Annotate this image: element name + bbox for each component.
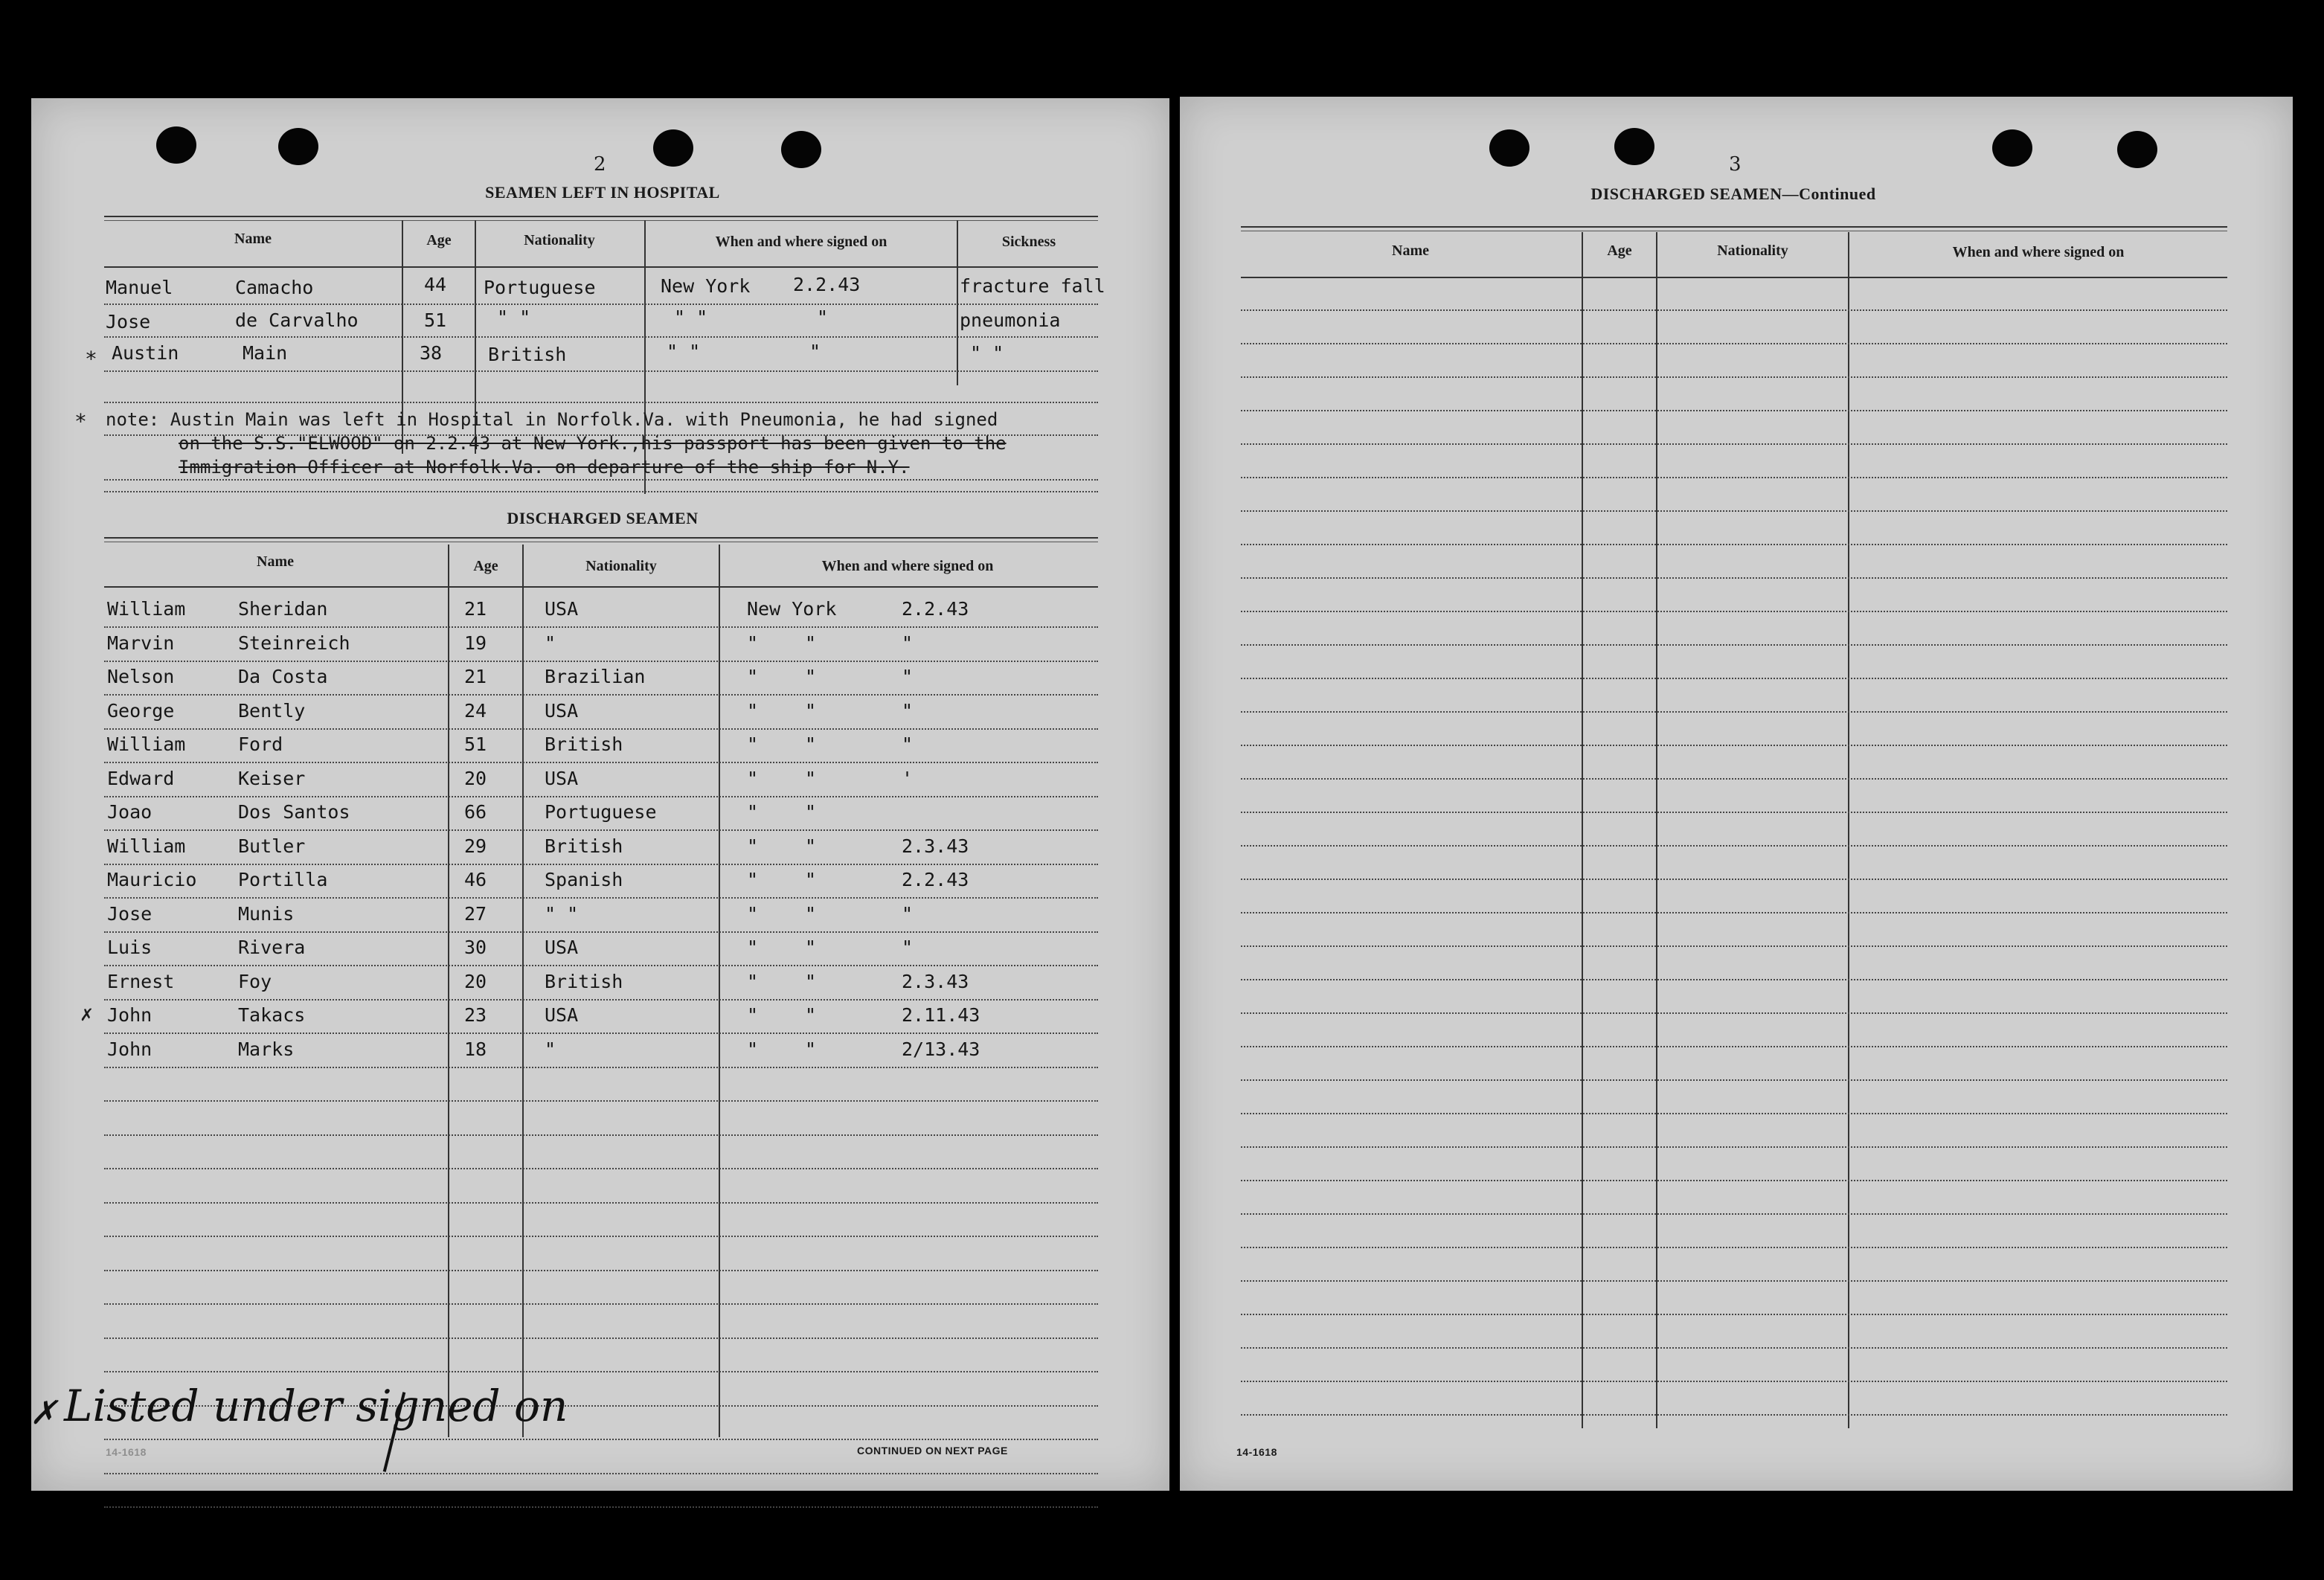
seaman-signed-place: " [747, 970, 759, 992]
hospital-age: 38 [420, 342, 443, 364]
hospital-section-title: SEAMEN LEFT IN HOSPITAL [485, 183, 720, 202]
right-row-line [1241, 1046, 2227, 1047]
hospital-signed-date: 2.2.43 [793, 274, 861, 295]
handwritten-mark: ✗ [30, 1394, 57, 1432]
right-row-line [1241, 812, 2227, 813]
form-number-left: 14-1618 [106, 1446, 147, 1458]
seaman-signed-date: " [902, 666, 914, 687]
discharged-row-line [104, 1270, 1098, 1271]
right-row-line [1241, 410, 2227, 411]
right-row-line [1241, 678, 2227, 679]
seaman-last-name: Dos Santos [238, 801, 350, 823]
discharged-header-signed-on: When and where signed on [821, 558, 994, 574]
right-row-line [1241, 1314, 2227, 1315]
discharged-header-nationality: Nationality [585, 558, 657, 574]
discharged-row-line [104, 1506, 1098, 1508]
seaman-last-name: Bently [238, 699, 306, 722]
seaman-age: 21 [464, 666, 487, 687]
seaman-signed-place-ditto: " [805, 1004, 817, 1026]
seaman-nationality: " [545, 1038, 556, 1060]
discharged-row-line [104, 1303, 1098, 1305]
discharged-row-line [104, 864, 1098, 865]
seaman-age: 66 [464, 801, 487, 823]
note-row-line [104, 479, 1098, 481]
right-row-line [1241, 1347, 2227, 1349]
hospital-signed-place: " " [674, 306, 708, 328]
seaman-nationality: USA [545, 1004, 579, 1026]
right-col-divider [1656, 232, 1657, 1428]
hospital-sickness: pneumonia [960, 309, 1061, 331]
discharged-continued-title: DISCHARGED SEAMEN—Continued [1590, 184, 1876, 203]
punch-hole [1489, 129, 1529, 167]
hospital-header-age: Age [426, 232, 452, 248]
seaman-first-name: Joao [107, 801, 153, 823]
seaman-signed-date: 2.11.43 [902, 1004, 980, 1026]
right-row-line [1241, 945, 2227, 947]
discharged-table-top-line [104, 537, 1098, 539]
right-row-line [1241, 611, 2227, 612]
seaman-age: 46 [464, 869, 487, 890]
punch-hole [653, 129, 693, 167]
seaman-signed-date: 2.2.43 [902, 869, 969, 890]
discharged-row-line [104, 796, 1098, 797]
seaman-nationality: Spanish [545, 869, 623, 890]
seaman-last-name: Portilla [238, 869, 328, 890]
discharged-row-line [104, 1100, 1098, 1102]
hospital-header-bottom [104, 266, 1098, 268]
seaman-last-name: Ford [238, 733, 283, 755]
seaman-signed-place: " [747, 733, 759, 755]
seaman-nationality: British [545, 835, 623, 857]
seaman-age: 21 [464, 598, 487, 620]
seaman-signed-place-ditto: " [805, 666, 817, 687]
seaman-last-name: Takacs [238, 1004, 306, 1026]
discharged-row-line [104, 931, 1098, 933]
seaman-signed-place-ditto: " [805, 902, 817, 925]
seaman-first-name: Mauricio [107, 869, 197, 890]
seaman-first-name: William [107, 598, 186, 620]
seaman-first-name: Nelson [107, 666, 175, 687]
seaman-nationality: British [545, 970, 623, 992]
discharged-row-line [104, 965, 1098, 966]
seaman-signed-place: " [747, 801, 759, 823]
seaman-signed-place-ditto: " [805, 970, 817, 992]
seaman-signed-place-ditto: " [805, 869, 817, 890]
hospital-signed-place: New York [661, 275, 751, 297]
seaman-age: 29 [464, 835, 487, 857]
discharged-row-line [104, 1337, 1098, 1339]
hospital-nationality: Portuguese [484, 277, 596, 298]
seaman-signed-place-ditto: " [805, 632, 817, 654]
right-header-bottom [1241, 277, 2227, 278]
hospital-last-name: Main [243, 342, 288, 364]
seaman-nationality: USA [545, 598, 579, 620]
hospital-nationality: " " [497, 306, 531, 328]
punch-hole [1614, 128, 1654, 165]
seaman-age: 27 [464, 902, 487, 925]
seaman-signed-date: ' [902, 767, 914, 789]
hospital-header-signed-on: When and where signed on [715, 234, 887, 250]
seaman-nationality: Portuguese [545, 801, 657, 823]
right-header-age: Age [1607, 243, 1632, 259]
discharged-row-line [104, 999, 1098, 1001]
seaman-signed-place-ditto: " [805, 699, 817, 722]
seaman-signed-place-ditto: " [805, 937, 817, 958]
right-row-line [1241, 510, 2227, 512]
right-row-line [1241, 343, 2227, 344]
form-number-right: 14-1618 [1236, 1446, 1277, 1458]
discharged-row-line [104, 1067, 1098, 1068]
seaman-first-name: George [107, 699, 175, 722]
right-col-divider [1582, 232, 1583, 1428]
punch-hole [278, 128, 318, 165]
discharged-row-line [104, 1371, 1098, 1372]
right-row-line [1241, 845, 2227, 847]
seaman-age: 24 [464, 699, 487, 722]
hospital-header-sickness: Sickness [1001, 234, 1056, 250]
right-header-name: Name [1392, 243, 1429, 259]
seaman-signed-place-ditto: " [805, 835, 817, 857]
note-asterisk: * [74, 409, 87, 434]
right-row-line [1241, 477, 2227, 478]
discharged-row-line [104, 626, 1098, 628]
seaman-nationality: " [545, 632, 556, 654]
seaman-signed-place: " [747, 666, 759, 687]
hospital-age: 44 [424, 274, 447, 295]
seaman-last-name: Sheridan [238, 598, 328, 620]
right-header-signed-on: When and where signed on [1952, 244, 2125, 260]
seaman-last-name: Steinreich [238, 632, 350, 654]
seaman-signed-place: " [747, 767, 759, 789]
seaman-signed-place-ditto: " [805, 733, 817, 755]
seaman-nationality: Brazilian [545, 666, 646, 687]
right-row-line [1241, 577, 2227, 579]
right-row-line [1241, 376, 2227, 378]
right-row-line [1241, 544, 2227, 545]
seaman-first-name: John [107, 1038, 153, 1060]
discharged-row-line [104, 1202, 1098, 1204]
seaman-signed-date: 2.2.43 [902, 598, 969, 620]
seaman-last-name: Munis [238, 902, 295, 925]
note-line-3: Immigration Officer at Norfolk.Va. on departure of the ship for N.Y. [179, 457, 910, 478]
seaman-signed-place-ditto: " [805, 767, 817, 789]
punch-hole [2117, 131, 2157, 168]
seaman-last-name: Keiser [238, 767, 306, 789]
discharged-row-line [104, 1168, 1098, 1169]
seaman-last-name: Rivera [238, 937, 306, 958]
seaman-signed-date: 2/13.43 [902, 1038, 980, 1060]
seaman-age: 18 [464, 1038, 487, 1060]
hospital-col-divider [957, 220, 958, 385]
discharged-header-bottom [104, 586, 1098, 588]
seaman-signed-date: " [902, 733, 914, 755]
takacs-check-mark: ✗ [80, 1001, 93, 1026]
discharged-row-line [104, 661, 1098, 662]
seaman-first-name: William [107, 733, 186, 755]
discharged-row-line [104, 1033, 1098, 1034]
seaman-signed-date: " [902, 902, 914, 925]
seaman-signed-date: " [902, 699, 914, 722]
discharged-row-line [104, 1236, 1098, 1237]
seaman-age: 20 [464, 970, 487, 992]
right-row-line [1241, 1113, 2227, 1114]
seaman-nationality: British [545, 733, 623, 755]
hospital-table-top-line-2 [104, 220, 1098, 221]
right-row-line [1241, 1247, 2227, 1248]
hospital-sickness: fracture fall [960, 275, 1105, 297]
seaman-last-name: Butler [238, 835, 306, 857]
hospital-first-name: Austin [112, 342, 179, 364]
discharged-row-line [104, 694, 1098, 696]
seaman-signed-date: 2.3.43 [902, 970, 969, 992]
right-row-line [1241, 443, 2227, 445]
right-header-nationality: Nationality [1717, 243, 1788, 259]
discharged-row-line [104, 897, 1098, 899]
hospital-signed-place: " " [667, 341, 701, 362]
discharged-row-line [104, 1134, 1098, 1136]
seaman-age: 23 [464, 1004, 487, 1026]
seaman-nationality: " " [545, 902, 579, 925]
punch-hole [156, 126, 196, 164]
discharged-row-line [104, 762, 1098, 763]
continued-on-next-page: CONTINUED ON NEXT PAGE [857, 1445, 1008, 1457]
hospital-sickness: " " [970, 342, 1004, 364]
right-row-line [1241, 1180, 2227, 1181]
right-row-line [1241, 1414, 2227, 1416]
right-row-line [1241, 1280, 2227, 1282]
seaman-age: 19 [464, 632, 487, 654]
seaman-nationality: USA [545, 937, 579, 958]
discharged-section-title: DISCHARGED SEAMEN [507, 509, 699, 527]
hospital-last-name: de Carvalho [235, 309, 359, 331]
right-row-line [1241, 745, 2227, 746]
seaman-nationality: USA [545, 767, 579, 789]
left-page [31, 98, 1169, 1491]
seaman-signed-place-ditto: " [805, 1038, 817, 1060]
discharged-header-name: Name [257, 553, 294, 570]
right-row-line [1241, 879, 2227, 880]
seaman-first-name: Jose [107, 902, 153, 925]
seaman-last-name: Da Costa [238, 666, 328, 687]
page-number-left: 2 [594, 153, 606, 176]
right-row-line [1241, 1146, 2227, 1148]
seaman-first-name: William [107, 835, 186, 857]
seaman-signed-place: " [747, 835, 759, 857]
hospital-signed-date: " [809, 341, 821, 362]
discharged-row-line [104, 728, 1098, 730]
note-line-2: on the S.S."ELWOOD" on 2.2.43 at New York.,his passport has been given to the [179, 433, 1007, 454]
hospital-row-asterisk: * [85, 347, 97, 371]
seaman-age: 51 [464, 733, 487, 755]
right-table-top-line [1241, 226, 2227, 228]
seaman-signed-place: " [747, 902, 759, 925]
seaman-signed-place: " [747, 699, 759, 722]
seaman-signed-place: " [747, 937, 759, 958]
right-row-line [1241, 644, 2227, 646]
right-row-line [1241, 778, 2227, 780]
hospital-header-nationality: Nationality [524, 232, 595, 248]
seaman-first-name: Marvin [107, 632, 175, 654]
seaman-signed-place-ditto: " [805, 801, 817, 823]
hospital-last-name: Camacho [235, 277, 314, 298]
seaman-first-name: Edward [107, 767, 175, 789]
seaman-signed-date: 2.3.43 [902, 835, 969, 857]
note-line-1: note: Austin Main was left in Hospital in Norfolk.Va. with Pneumonia, he had signed [106, 409, 998, 430]
right-row-line [1241, 1079, 2227, 1081]
seaman-first-name: Ernest [107, 970, 175, 992]
seaman-signed-place: New York [747, 598, 837, 620]
right-row-line [1241, 1381, 2227, 1382]
right-col-divider [1848, 232, 1849, 1428]
seaman-signed-date: " [902, 937, 914, 958]
hospital-first-name: Jose [106, 311, 151, 333]
seaman-first-name: Luis [107, 937, 153, 958]
seaman-nationality: USA [545, 699, 579, 722]
punch-hole [781, 131, 821, 168]
hospital-row-line [104, 336, 1098, 338]
page-number-right: 3 [1729, 153, 1742, 176]
discharged-row-line [104, 1473, 1098, 1474]
right-row-line [1241, 309, 2227, 311]
seaman-signed-place: " [747, 869, 759, 890]
right-row-line [1241, 912, 2227, 913]
seaman-last-name: Foy [238, 970, 272, 992]
seaman-first-name: John [107, 1004, 153, 1026]
hospital-row-line [104, 402, 1098, 403]
seaman-age: 20 [464, 767, 487, 789]
seaman-signed-place: " [747, 1004, 759, 1026]
seaman-last-name: Marks [238, 1038, 295, 1060]
note-row-line [104, 491, 1098, 492]
discharged-header-age: Age [473, 558, 498, 574]
seaman-age: 30 [464, 937, 487, 958]
hospital-row-line [104, 304, 1098, 305]
right-row-line [1241, 1012, 2227, 1014]
hospital-signed-date: " [817, 306, 829, 328]
right-row-line [1241, 1213, 2227, 1215]
handwritten-note: Listed under signed on [64, 1381, 568, 1431]
seaman-signed-place: " [747, 632, 759, 654]
hospital-age: 51 [424, 309, 447, 331]
discharged-row-line [104, 1439, 1098, 1440]
seaman-signed-place: " [747, 1038, 759, 1060]
right-row-line [1241, 711, 2227, 713]
hospital-header-name: Name [234, 231, 272, 247]
right-row-line [1241, 979, 2227, 980]
seaman-signed-date: " [902, 632, 914, 654]
hospital-row-line [104, 370, 1098, 372]
punch-hole [1992, 129, 2032, 167]
hospital-nationality: British [488, 344, 567, 365]
hospital-table-top-line [104, 216, 1098, 217]
discharged-row-line [104, 829, 1098, 831]
hospital-first-name: Manuel [106, 277, 173, 298]
